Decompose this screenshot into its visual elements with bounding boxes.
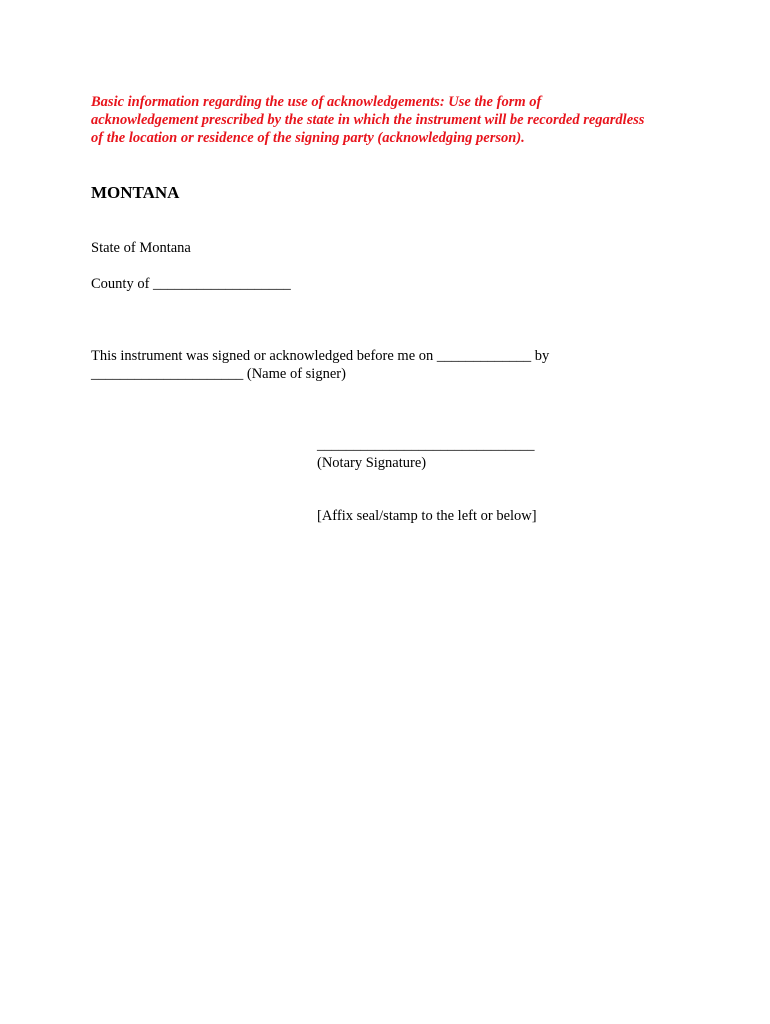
instructions-line-3: of the location or residence of the signing party (acknowledging person). — [91, 130, 525, 146]
notary-signature-label: (Notary Signature) — [317, 455, 427, 471]
instructions-line-1: Basic information regarding the use of acknowledgements: Use the form of — [91, 94, 542, 110]
instructions-line-2: acknowledgement prescribed by the state in which the instrument will be recorded regardless — [91, 112, 645, 128]
state-heading: MONTANA — [91, 183, 180, 202]
acknowledgment-line-2: _____________________ (Name of signer) — [91, 366, 346, 382]
venue-state: State of Montana — [91, 240, 191, 256]
seal-stamp-note: [Affix seal/stamp to the left or below] — [317, 508, 537, 524]
instructions-note — [91, 93, 691, 147]
venue-county: County of ___________________ — [91, 276, 291, 292]
notary-signature-line: ______________________________ — [317, 437, 535, 453]
acknowledgment-line-1: This instrument was signed or acknowledged before me on _____________ by — [91, 348, 550, 364]
